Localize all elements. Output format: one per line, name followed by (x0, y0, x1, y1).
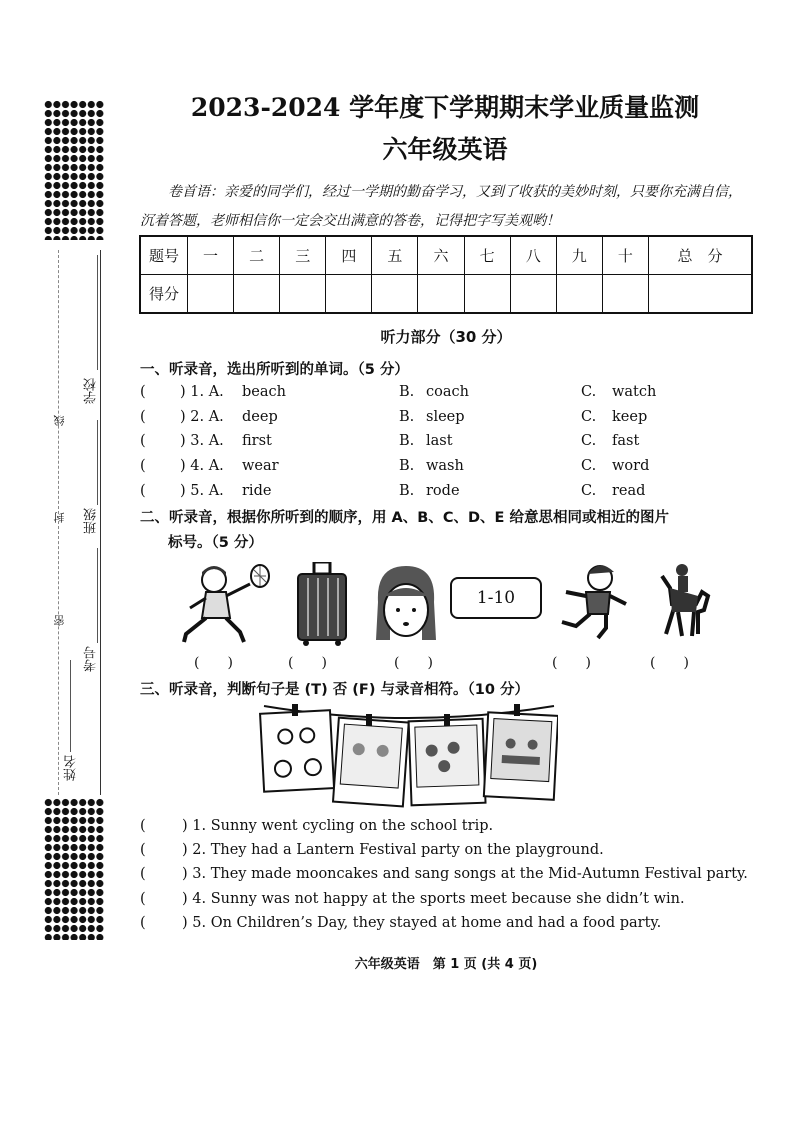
speech-bubble: 1-10 (450, 577, 542, 619)
q1-item-number: ) 4. A. (180, 458, 224, 474)
running-boy-picture (556, 562, 630, 640)
score-cell[interactable] (188, 275, 234, 314)
table-cell: 九 (556, 236, 602, 275)
exam-title: 2023-2024 学年度下学期期末学业质量监测 (190, 93, 700, 122)
option-a: first (242, 433, 272, 449)
q2-heading-line1: 二、听录音，根据你所听到的顺序，用 A、B、C、D、E 给意思相同或相近的图片 (140, 510, 669, 526)
option-c: watch (612, 384, 657, 400)
seal-dashed-line (58, 250, 59, 795)
exam-no-blank (97, 548, 98, 643)
answer-paren[interactable]: ( (140, 409, 146, 425)
option-c-label: C. (581, 409, 597, 425)
option-a: ride (242, 483, 272, 499)
option-a: deep (242, 409, 278, 425)
score-cell[interactable] (372, 275, 418, 314)
q1-item-number: ) 1. A. (180, 384, 224, 400)
table-cell: 三 (280, 236, 326, 275)
option-b: coach (426, 384, 469, 400)
q1-item (140, 458, 760, 480)
option-c: keep (612, 409, 648, 425)
q2-heading-line2: 标号。（5 分） (168, 535, 263, 551)
school-blank (97, 255, 98, 370)
school-label: 学校 (84, 378, 99, 404)
score-cell[interactable] (234, 275, 280, 314)
option-b-label: B. (399, 458, 415, 474)
page-footer: 六年级英语 第 1 页 (共 4 页) (354, 957, 538, 972)
table-cell: 一 (188, 236, 234, 275)
table-cell: 十 (602, 236, 648, 275)
option-c-label: C. (581, 483, 597, 499)
q1-heading: 一、听录音，选出所听到的单词。（5 分） (140, 362, 409, 378)
score-cell[interactable] (510, 275, 556, 314)
answer-paren[interactable]: ( (140, 842, 146, 858)
score-cell[interactable] (556, 275, 602, 314)
score-table-header-row (140, 236, 752, 275)
score-table-score-row (140, 275, 752, 314)
option-c-label: C. (581, 433, 597, 449)
dot-pattern-bottom (44, 798, 104, 940)
name-label: 姓名 (64, 755, 79, 781)
option-a: beach (242, 384, 286, 400)
answer-paren[interactable]: ( ) (394, 655, 433, 671)
q3-statement: ) 5. On Children’s Day, they stayed at home and had a food party. (182, 915, 662, 931)
table-cell: 七 (464, 236, 510, 275)
table-cell: 总 分 (649, 236, 753, 275)
seal-mark-mi: 密 (53, 615, 66, 626)
score-cell[interactable] (326, 275, 372, 314)
q1-item-number: ) 3. A. (180, 433, 224, 449)
answer-paren[interactable]: ( ) (288, 655, 327, 671)
q3-heading: 三、听录音，判断句子是 (T) 否 (F) 与录音相符。（10 分） (140, 682, 529, 698)
option-c: word (612, 458, 650, 474)
score-cell[interactable] (280, 275, 326, 314)
exam-subject: 六年级英语 (382, 135, 508, 164)
seal-mark-feng: 封 (53, 512, 66, 523)
answer-paren[interactable]: ( (140, 483, 146, 499)
score-cell[interactable] (464, 275, 510, 314)
name-blank (70, 660, 71, 752)
q1-item-number: ) 5. A. (180, 483, 224, 499)
answer-paren[interactable]: ( (140, 384, 146, 400)
table-cell: 四 (326, 236, 372, 275)
option-b-label: B. (399, 384, 415, 400)
answer-paren[interactable]: ( (140, 866, 146, 882)
class-blank (97, 420, 98, 505)
score-cell[interactable] (602, 275, 648, 314)
q3-statement: ) 4. Sunny was not happy at the sports meet because she didn’t win. (182, 891, 685, 907)
option-c: fast (612, 433, 640, 449)
table-cell: 得分 (140, 275, 188, 314)
q1-item (140, 384, 760, 406)
option-b: rode (426, 483, 460, 499)
option-c-label: C. (581, 458, 597, 474)
answer-paren[interactable]: ( ) (194, 655, 233, 671)
option-c-label: C. (581, 384, 597, 400)
q1-item (140, 433, 760, 455)
horse-rider-picture (652, 562, 712, 642)
answer-paren[interactable]: ( ) (650, 655, 689, 671)
class-label: 班级 (84, 508, 99, 534)
option-b-label: B. (399, 483, 415, 499)
q3-statement: ) 2. They had a Lantern Festival party on the playground. (182, 842, 604, 858)
q3-statement: ) 3. They made mooncakes and sang songs at the Mid-Autumn Festival party. (182, 866, 748, 882)
option-b-label: B. (399, 433, 415, 449)
q1-item (140, 483, 760, 505)
option-a: wear (242, 458, 279, 474)
answer-paren[interactable]: ( (140, 915, 146, 931)
option-b-label: B. (399, 409, 415, 425)
girl-counting-picture (372, 562, 442, 646)
table-cell: 题号 (140, 236, 188, 275)
answer-paren[interactable]: ( (140, 458, 146, 474)
option-c: read (612, 483, 646, 499)
answer-paren[interactable]: ( (140, 891, 146, 907)
answer-paren[interactable]: ( ) (552, 655, 591, 671)
section-heading-listening: 听力部分（30 分） (380, 328, 512, 346)
q3-statement: ) 1. Sunny went cycling on the school trip. (182, 818, 494, 834)
answer-paren[interactable]: ( (140, 433, 146, 449)
table-cell: 八 (510, 236, 556, 275)
exam-no-label: 考号 (84, 646, 99, 672)
option-b: wash (426, 458, 464, 474)
table-cell: 二 (234, 236, 280, 275)
photo-string-picture (258, 700, 558, 812)
badminton-player-picture (180, 562, 272, 646)
suitcase-picture (294, 562, 350, 646)
table-cell: 五 (372, 236, 418, 275)
dot-pattern-top (44, 100, 104, 240)
table-cell: 六 (418, 236, 464, 275)
score-cell[interactable] (649, 275, 753, 314)
answer-paren[interactable]: ( (140, 818, 146, 834)
q1-item-number: ) 2. A. (180, 409, 224, 425)
q1-item (140, 409, 760, 431)
option-b: sleep (426, 409, 465, 425)
greeting-text: 卷首语：亲爱的同学们，经过一学期的勤奋学习，又到了收获的美妙时刻，只要你充满自信，沉着答题，老师相信你一定会交出满意的答卷，记得把字写美观哟！ (140, 184, 742, 229)
seal-mark-xian: 线 (53, 415, 66, 426)
score-cell[interactable] (418, 275, 464, 314)
option-b: last (426, 433, 453, 449)
score-table (139, 235, 753, 314)
